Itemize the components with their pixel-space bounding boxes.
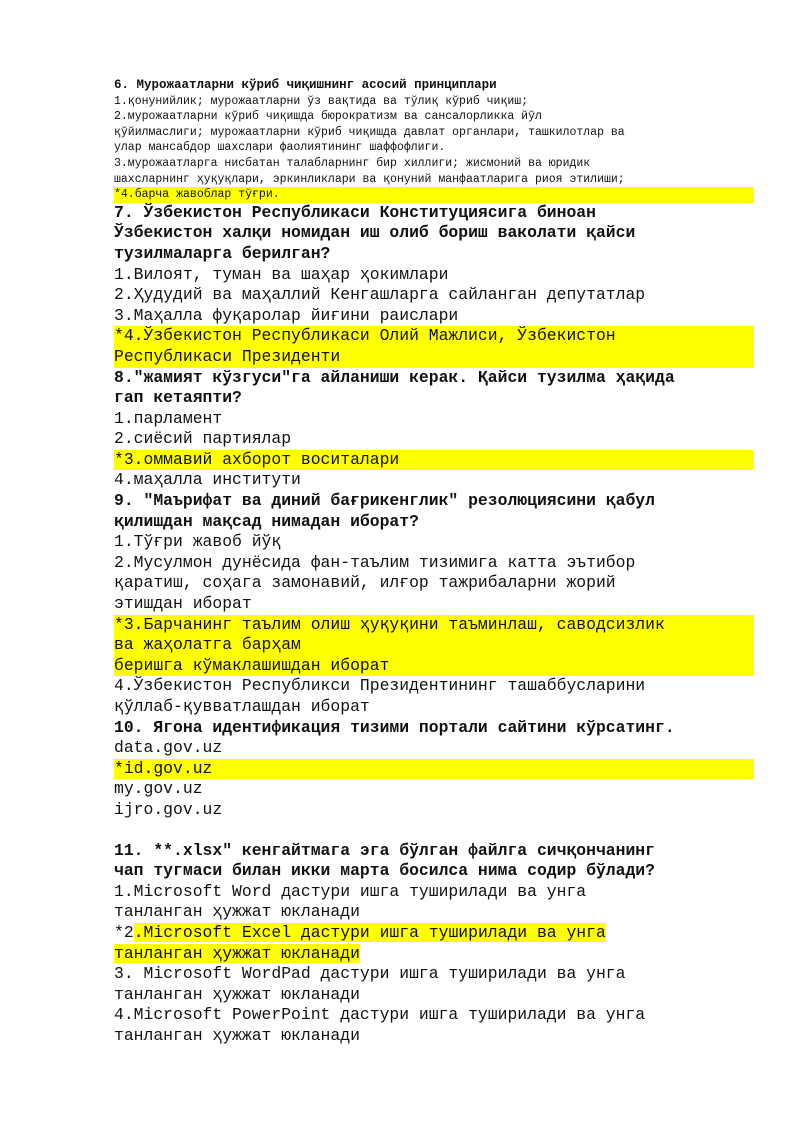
- correct-answer: *id.gov.uz: [114, 759, 754, 780]
- correct-answer: *3.оммавий ахборот воситалари: [114, 450, 754, 471]
- question-title: 8."жамият кўзгуси"га айланиши керак. Қайси тузилма ҳақида: [114, 367, 675, 387]
- option-line: 4.маҳалла институти: [114, 470, 301, 490]
- option-line: 2.мурожаатларни кўриб чиқишда бюрократизм ва сансалорликка йўл: [114, 110, 542, 124]
- question-8: [114, 368, 754, 492]
- option-line: 2.сиёсий партиялар: [114, 429, 292, 449]
- question-7: [114, 203, 754, 368]
- option-line: 1.Тўғри жавоб йўқ: [114, 532, 282, 552]
- correct-answer: *4.барча жавоблар тўғри.: [114, 187, 754, 203]
- answer-highlight: .Microsoft Excel дастури ишга туширилади ва унга: [133, 922, 606, 942]
- option-line: шахсларнинг ҳуқуқлари, эркинликлари ва қонуний манфаатларига риоя этилиши;: [114, 172, 625, 186]
- option-line: ijro.gov.uz: [114, 799, 223, 819]
- option-line: data.gov.uz: [114, 738, 223, 758]
- option-line: қўллаб-қувватлашдан иборат: [114, 697, 370, 716]
- option-line: 1.Microsoft Word дастури ишга туширилади ва унга: [114, 881, 587, 901]
- correct-answer: [114, 944, 754, 965]
- answer-highlight: танланган ҳужжат юкланади: [114, 943, 360, 963]
- option-line: 1.парламент: [114, 408, 223, 428]
- option-line: 3. Microsoft WordPad дастури ишга туширилади ва унга: [114, 964, 626, 984]
- option-line: 4.Ўзбекистон Республикси Президентининг ташаббусларини: [114, 676, 646, 696]
- question-9: [114, 491, 754, 718]
- question-title: чап тугмаси билан икки марта босилса нима содир бўлади?: [114, 861, 655, 881]
- question-6: [114, 78, 754, 203]
- question-title: тузилмаларга берилган?: [114, 243, 331, 263]
- correct-answer: Республикаси Президенти: [114, 347, 754, 368]
- correct-answer: беришга кўмаклашишдан иборат: [114, 656, 754, 677]
- correct-answer: ва жаҳолатга барҳам: [114, 635, 754, 656]
- option-line: my.gov.uz: [114, 779, 203, 799]
- spacer: [114, 821, 754, 841]
- option-line: танланган ҳужжат юкланади: [114, 1025, 360, 1045]
- option-line: 3.мурожаатларга нисбатан талабларнинг бир хиллиги; жисмоний ва юридик: [114, 156, 591, 170]
- option-line: танланган ҳужжат юкланади: [114, 902, 360, 922]
- question-title: қилишдан мақсад нимадан иборат?: [114, 511, 419, 531]
- question-11: [114, 841, 754, 1047]
- question-title: 6. Мурожаатларни кўриб чиқишнинг асосий принциплари: [114, 78, 497, 92]
- question-title: гап кетаяпти?: [114, 388, 242, 408]
- document-page: [114, 78, 754, 1047]
- option-line: 2.Мусулмон дунёсида фан-таълим тизимига катта эътибор: [114, 552, 636, 572]
- option-line: этишдан иборат: [114, 594, 252, 614]
- option-line: қўйилмаслиги; мурожаатларни кўриб чиқишда давлат органлари, ташкилотлар ва: [114, 125, 625, 139]
- question-title: 9. "Маърифат ва диний бағрикенглик" резолюциясини қабул: [114, 491, 655, 511]
- option-line: танланган ҳужжат юкланади: [114, 984, 360, 1004]
- option-line: 4.Microsoft PowerPoint дастури ишга туширилади ва унга: [114, 1005, 646, 1025]
- question-title: Ўзбекистон халқи номидан иш олиб бориш ваколати қайси: [114, 223, 636, 243]
- option-line: 1.қонунийлик; мурожаатларни ўз вақтида ва тўлиқ кўриб чиқиш;: [114, 94, 529, 108]
- option-line: 1.Вилоят, туман ва шаҳар ҳокимлари: [114, 264, 449, 284]
- correct-answer: [114, 923, 754, 944]
- option-line: 3.Маҳалла фуқаролар йиғини раислари: [114, 305, 459, 325]
- option-line: улар мансабдор шахслари фаолиятининг шаффофлиги.: [114, 141, 446, 155]
- question-title: 11. **.xlsx" кенгайтмага эга бўлган файлга сичқончанинг: [114, 840, 655, 860]
- question-title: 10. Ягона идентификация тизими портали сайтини кўрсатинг.: [114, 717, 675, 737]
- option-line: 2.Ҳудудий ва маҳаллий Кенгашларга сайланган депутатлар: [114, 285, 646, 305]
- question-title: 7. Ўзбекистон Республикаси Конституциясига биноан: [114, 202, 596, 222]
- correct-answer: *3.Барчанинг таълим олиш ҳуқуқини таъминлаш, саводсизлик: [114, 615, 754, 636]
- question-10: [114, 718, 754, 821]
- option-line: қаратиш, соҳага замонавий, илғор тажрибаларни жорий: [114, 573, 616, 593]
- answer-marker: *2: [114, 922, 134, 942]
- correct-answer: *4.Ўзбекистон Республикаси Олий Мажлиси, Ўзбекистон: [114, 326, 754, 347]
